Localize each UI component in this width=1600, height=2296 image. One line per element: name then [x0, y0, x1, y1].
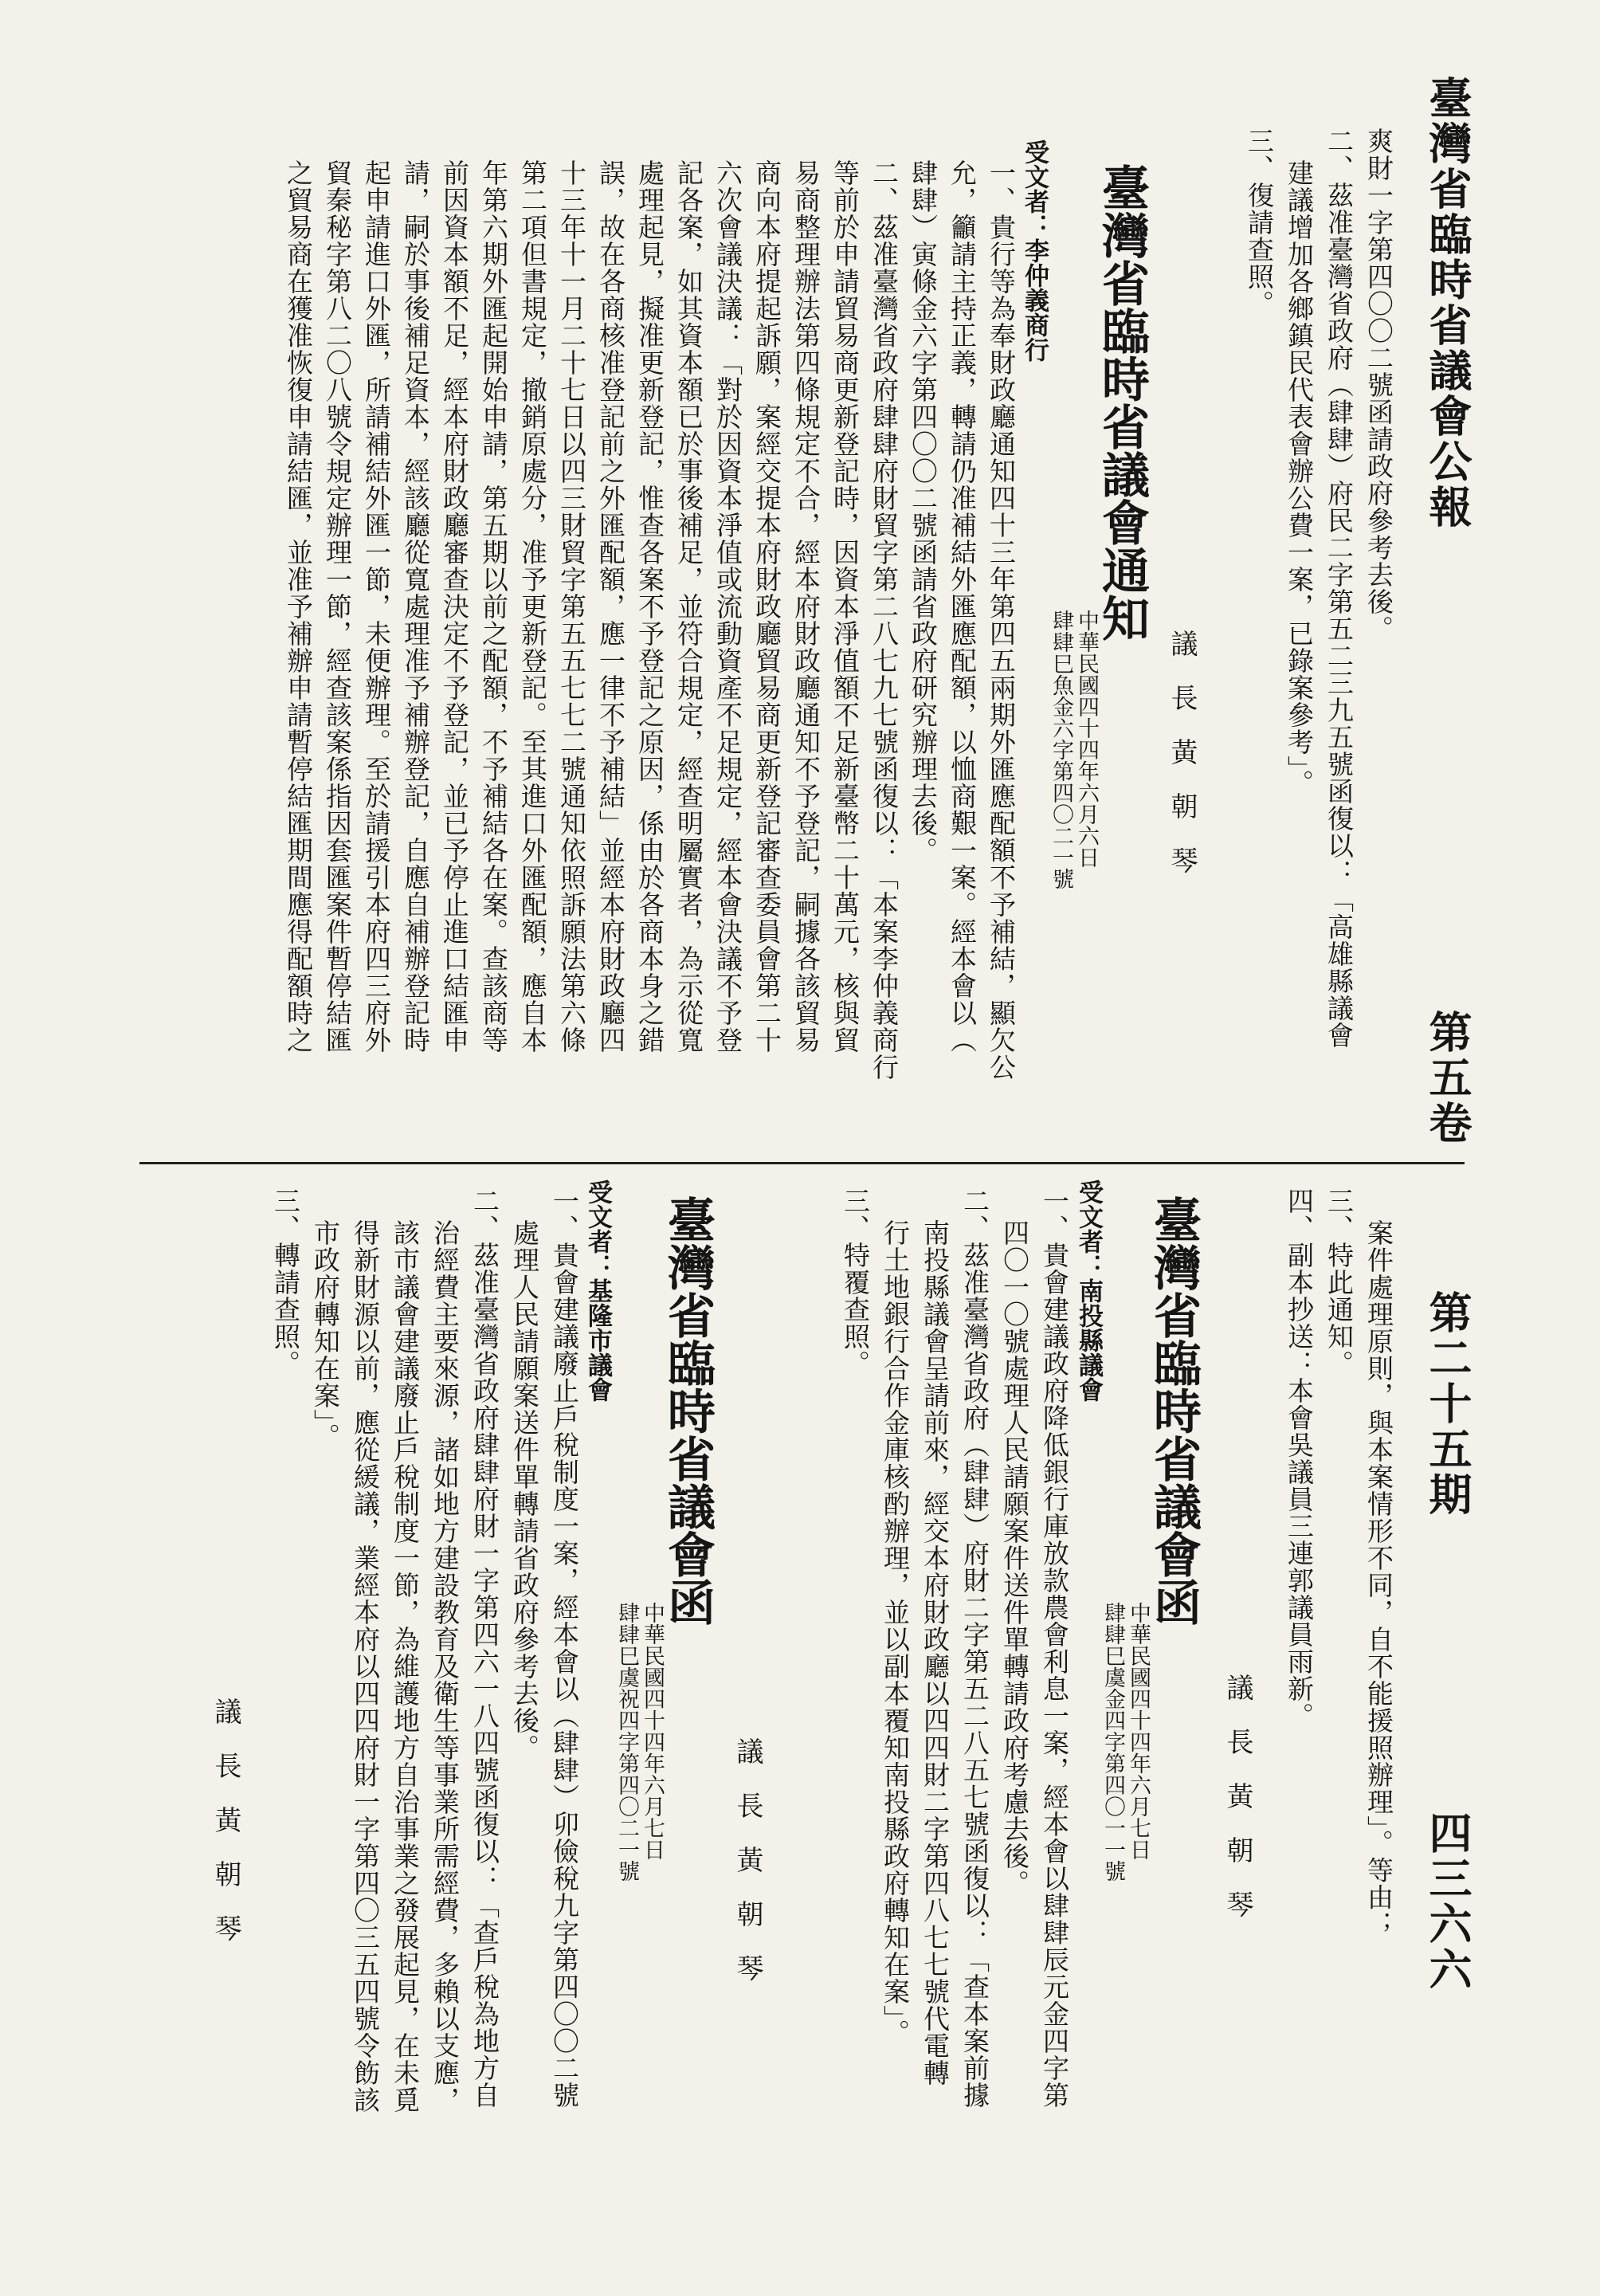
text-line: 行土地銀行合作金庫核酌辦理，並以副本覆知南投縣政府轉知在案」。: [880, 1219, 911, 2047]
text-line: 商向本府提起訴願，案經交提本府財政廳貿易商更新登記審查委員會第二十: [751, 159, 782, 1054]
signature: 議長黃朝琴: [731, 1737, 763, 2008]
text-line: 起申請進口外匯，所請補結外匯一節，未便辦理。至於請援引本府四三府外: [361, 159, 392, 1054]
letter1-recipient: 受文者：南投縣議會: [1074, 1179, 1103, 1402]
signature: 議長黃朝琴: [1166, 630, 1198, 901]
text-line: 案件處理原則，與本案情形不同，自不能援照辦理」。等由；: [1363, 1219, 1394, 1938]
issue-label: 第二十五期: [1422, 1289, 1473, 1517]
text-line: 誤，故在各商核准登記前之外匯配額，應一律不予補結」並經本府財政廳四: [595, 159, 626, 1054]
letter2-recipient: 受文者：基隆市議會: [583, 1179, 612, 1402]
text-line: 三、特此通知。: [1324, 1187, 1355, 1377]
text-line: 允，籲請主持正義，轉請仍准補結外匯應配額，以恤商艱一案。經本會以（: [947, 159, 978, 1054]
letter2-date: 中華民國四十四年六月七日: [640, 1602, 665, 1860]
notice-date: 中華民國四十四年六月六日: [1074, 610, 1099, 868]
text-line: 記各案，如其資本額已於事後補足，並符合規定，經查明屬實者，為示從寬: [673, 159, 704, 1054]
text-line: 貿秦秘字第八二〇八號令規定辦理一節，經查該案係指因套匯案件暫停結匯: [322, 159, 353, 1054]
text-line: 三、轉請查照。: [270, 1187, 301, 1377]
signature: 議長黃朝琴: [210, 1697, 241, 1968]
text-line: 等前於申請貿易商更新登記時，因資本淨值額不足新臺幣二十萬元，核與貿: [829, 159, 861, 1054]
letter1-title: 臺灣省臨時省議會函: [1146, 1195, 1202, 1626]
text-line: 二、茲准臺灣省政府肆肆府財貿字第二八七九七號函復以：「本案李仲義商行: [869, 159, 900, 1081]
letter2-number: 肆肆巳虞祝四字第四〇二一號: [614, 1602, 639, 1882]
text-line: 肆肆）寅條金六字第四〇〇二號函請省政府研究辦理去後。: [908, 159, 939, 864]
text-line: 年第六期外匯起開始申請，第五期以前之配額，不予補結各在案。查該商等: [478, 159, 509, 1054]
text-line: 十三年十一月二十七日以四三財貿字第五五七七二號通知依照訴願法第六條: [556, 159, 587, 1054]
signature: 議長黃朝琴: [1222, 1674, 1253, 1945]
text-line: 三、特覆查照。: [840, 1187, 871, 1377]
text-line: 易商整理辦法第四條規定不合，經本府財政廳通知不予登記，嗣據各該貿易: [790, 159, 822, 1054]
text-line: 處理起見，擬准更新登記，惟查各案不予登記之原因，係由於各商本身之錯: [634, 159, 665, 1054]
section-divider: [139, 1162, 1465, 1164]
text-line: 二、茲准臺灣省政府（肆肆）府財二字第五二八五七號函復以：「查本案前據: [959, 1187, 990, 2109]
text-line: 處理人民請願案送件單轉請省政府參考去後。: [509, 1219, 540, 1761]
text-line: 南投縣議會呈請前來，經交本府財政廳以四四財二字第四八七七號代電轉: [920, 1219, 951, 2086]
notice-text: [275, 159, 1017, 1156]
text-line: 治經費主要來源，諸如地方建設教育及衛生等事業所需經費，多賴以支應，: [429, 1219, 461, 2113]
letter1-date: 中華民國四十四年六月七日: [1126, 1602, 1151, 1860]
letter1-number: 肆肆巳虞金四字第四〇一一號: [1100, 1602, 1125, 1882]
text-line: 三、復請查照。: [1244, 128, 1275, 317]
text-line: 四〇一〇號處理人民請願案件送件單轉請政府考慮去後。: [999, 1219, 1030, 1897]
text-line: 建議增加各鄉鎮民代表會辦公費一案，已錄案參考」。: [1284, 159, 1315, 797]
text-line: 二、茲准臺灣省政府肆肆府財一字第四六一八四號函復以：「查戶稅為地方自: [469, 1187, 500, 2109]
letter2-text: [261, 1187, 580, 2208]
text-line: 得新財源以前，應從緩議，業經本府以四四府財一字第四〇三五四號令飭該: [350, 1219, 381, 2113]
gazette-title: 臺灣省臨時省議會公報: [1422, 76, 1473, 530]
block1-text: [1235, 128, 1394, 1156]
block2-text: [1275, 1187, 1394, 2208]
text-line: 第二項但書規定，撤銷原處分，准予更新登記。至其進口外匯配額，應自本: [517, 159, 548, 1054]
text-line: 一、貴會建議廢止戶稅制度一案，經本會以（肆肆）卯儉稅九字第四〇〇二號: [549, 1187, 580, 2109]
text-line: 市政府轉知在案」。: [310, 1219, 341, 1450]
text-line: 前因資本額不足，經本府財政廳審查決定不予登記，並已予停止進口結匯申: [439, 159, 470, 1054]
letter2-title: 臺灣省臨時省議會函: [660, 1195, 716, 1626]
text-line: 六次會議決議：「對於因資本淨值或流動資產不足規定，經本會決議不予登: [712, 159, 743, 1054]
text-line: 四、副本抄送：本會吳議員三連郭議員雨新。: [1284, 1187, 1315, 1729]
notice-number: 肆肆巳魚金六字第四〇二一號: [1049, 610, 1073, 889]
text-line: 一、貴會建議政府降低銀行庫放款農會利息一案，經本會以肆肆辰元金四字第: [1039, 1187, 1070, 2109]
letter1-text: [831, 1187, 1070, 2208]
text-line: 二、茲准臺灣省政府（肆肆）府民二字第五二三九五號函復以：「高雄縣議會: [1324, 128, 1355, 1049]
page-header: [1418, 76, 1479, 1992]
page-number: 四三六六: [1422, 1811, 1473, 1993]
text-line: 爽財一字第四〇〇二號函請政府參考去後。: [1363, 128, 1394, 642]
volume-label: 第五卷: [1422, 1009, 1473, 1146]
text-line: 一、貴行等為奉財政廳通知四十三年第四五兩期外匯應配額不予補結，顯欠公: [986, 159, 1017, 1081]
notice-title: 臺灣省臨時省議會通知: [1094, 163, 1150, 642]
text-line: 請，嗣於事後補足資本，經該廳從寬處理准予補辦登記，自應自補辦登記時: [400, 159, 431, 1054]
text-line: 該市議會建議廢止戶稅制度一節，為維護地方自治事業之發展起見，在未覓: [390, 1219, 421, 2113]
notice-recipient: 受文者：李仲義商行: [1020, 139, 1049, 362]
text-line: 之貿易商在獲准恢復申請結匯，並准予補辦申請暫停結匯期間應得配額時之: [283, 159, 314, 1054]
